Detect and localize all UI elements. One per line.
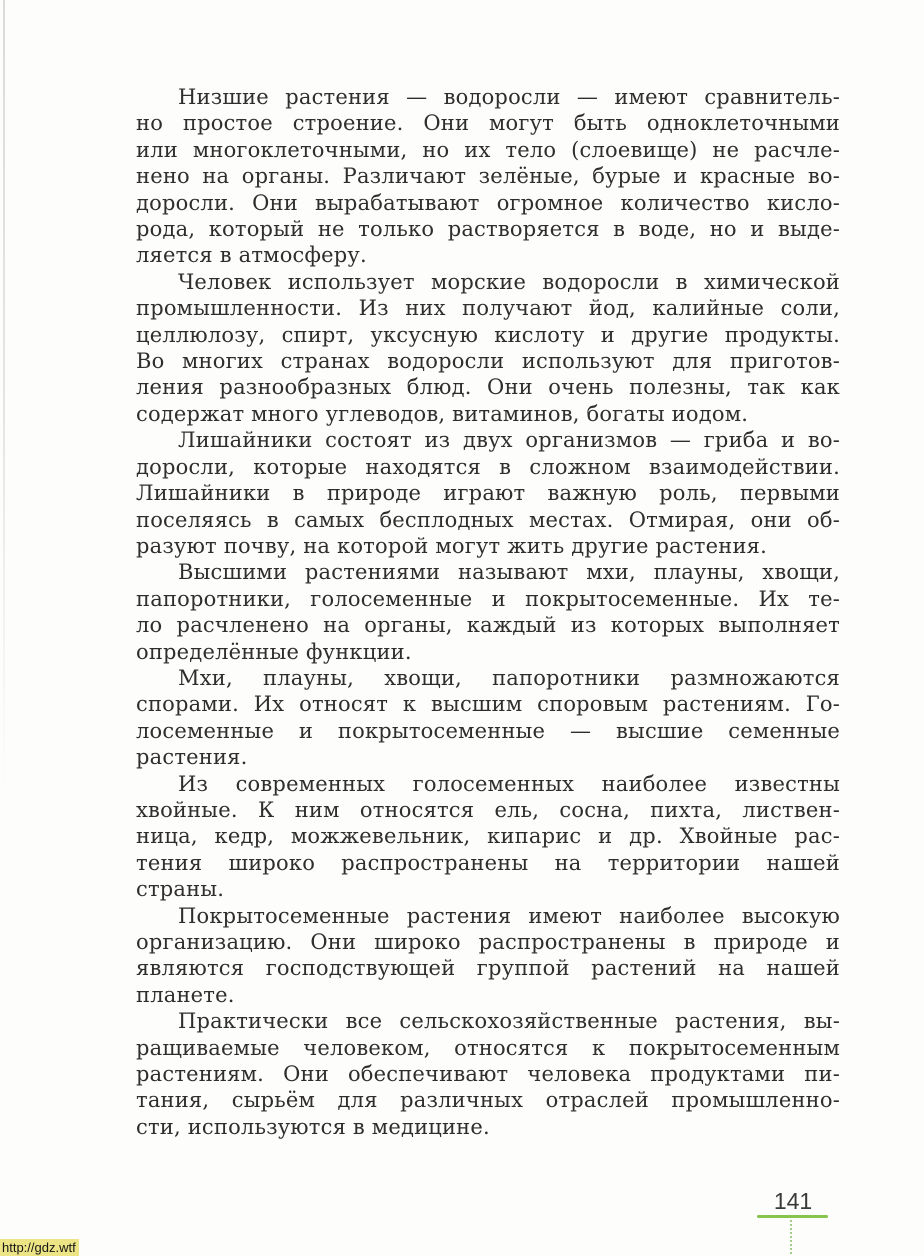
- text-line: Мхи, плауны, хвощи, папоротники размножаются: [178, 665, 840, 690]
- text-line: папоротники, голосеменные и покрытосеменные. Их те-: [136, 586, 840, 611]
- text-line: Лишайники состоят из двух организмов — гриба и во-: [178, 428, 840, 453]
- text-line: поселяясь в самых бесплодных местах. Отмирая, они об-: [136, 507, 840, 532]
- text-line: тания, сырьём для различных отраслей промышленно-: [136, 1088, 840, 1113]
- text-line: Во многих странах водоросли используют для приготов-: [136, 349, 840, 374]
- text-line: определённые функции.: [136, 639, 412, 664]
- text-line: Человек использует морские водоросли в химической: [178, 269, 840, 294]
- text-line: доросли. Они вырабатывают огромное количество кисло-: [136, 190, 840, 215]
- text-line: содержат много углеводов, витаминов, богаты иодом.: [136, 401, 749, 426]
- page-number: 141: [773, 1188, 813, 1214]
- paragraph: [136, 903, 840, 1009]
- text-line: тения широко распространены на территории нашей: [136, 850, 840, 875]
- paragraph: [136, 1008, 840, 1140]
- watermark-url: http://gdz.wtf: [0, 1239, 79, 1256]
- paragraph: [136, 269, 840, 427]
- text-line: промышленности. Из них получают йод, калийные соли,: [136, 296, 840, 321]
- text-line: ло расчленено на органы, каждый из которых выполняет: [136, 613, 840, 638]
- paragraph: [136, 665, 840, 771]
- text-line: являются господствующей группой растений на нашей: [136, 956, 840, 981]
- text-line: Покрытосеменные растения имеют наиболее высокую: [178, 903, 840, 928]
- text-line: спорами. Их относят к высшим споровым растениям. Го-: [136, 692, 840, 717]
- text-line: разуют почву, на которой могут жить другие растения.: [136, 533, 767, 558]
- text-line: Высшими растениями называют мхи, плауны, хвощи,: [178, 560, 840, 585]
- text-line: но простое строение. Они могут быть одноклеточными: [136, 111, 840, 136]
- text-line: или многоклеточными, но их тело (слоевище) не расчле-: [136, 137, 840, 162]
- paragraph: [136, 84, 840, 269]
- paragraph: [136, 427, 840, 559]
- text-line: нено на органы. Различают зелёные, бурые и красные во-: [136, 164, 840, 189]
- text-line: планете.: [136, 982, 235, 1007]
- text-line: Из современных голосеменных наиболее известны: [178, 771, 840, 796]
- page-number-underline: [757, 1215, 828, 1218]
- text-line: рода, который не только растворяется в воде, но и выде-: [136, 217, 840, 242]
- text-line: ления разнообразных блюд. Они очень полезны, так как: [136, 375, 840, 400]
- paragraph: [136, 559, 840, 665]
- text-line: Низшие растения — водоросли — имеют сравнитель-: [178, 85, 840, 109]
- text-line: организацию. Они широко распространены в природе и: [136, 930, 840, 954]
- text-line: лосеменные и покрытосеменные — высшие семенные: [136, 718, 840, 743]
- text-line: страны.: [136, 877, 225, 902]
- text-block: [136, 84, 840, 1140]
- text-line: растения.: [136, 745, 248, 770]
- text-line: ращиваемые человеком, относятся к покрытосеменным: [136, 1035, 840, 1060]
- text-line: растениям. Они обеспечивают человека продуктами пи-: [136, 1062, 840, 1087]
- text-line: ница, кедр, можжевельник, кипарис и др. Хвойные рас-: [136, 824, 840, 849]
- scan-edge-artifact: [3, 0, 5, 790]
- text-line: сти, используются в медицине.: [136, 1114, 490, 1139]
- paragraph: [136, 771, 840, 903]
- text-line: ляется в атмосферу.: [136, 243, 367, 268]
- page-number-dotted-line: [790, 1220, 792, 1254]
- text-line: Лишайники в природе играют важную роль, первыми: [136, 481, 840, 506]
- text-line: целлюлозу, спирт, уксусную кислоту и другие продукты.: [136, 322, 840, 347]
- text-line: доросли, которые находятся в сложном взаимодействии.: [136, 454, 840, 479]
- text-line: хвойные. К ним относятся ель, сосна, пихта, листвен-: [136, 797, 840, 822]
- text-line: Практически все сельскохозяйственные растения, вы-: [178, 1009, 840, 1034]
